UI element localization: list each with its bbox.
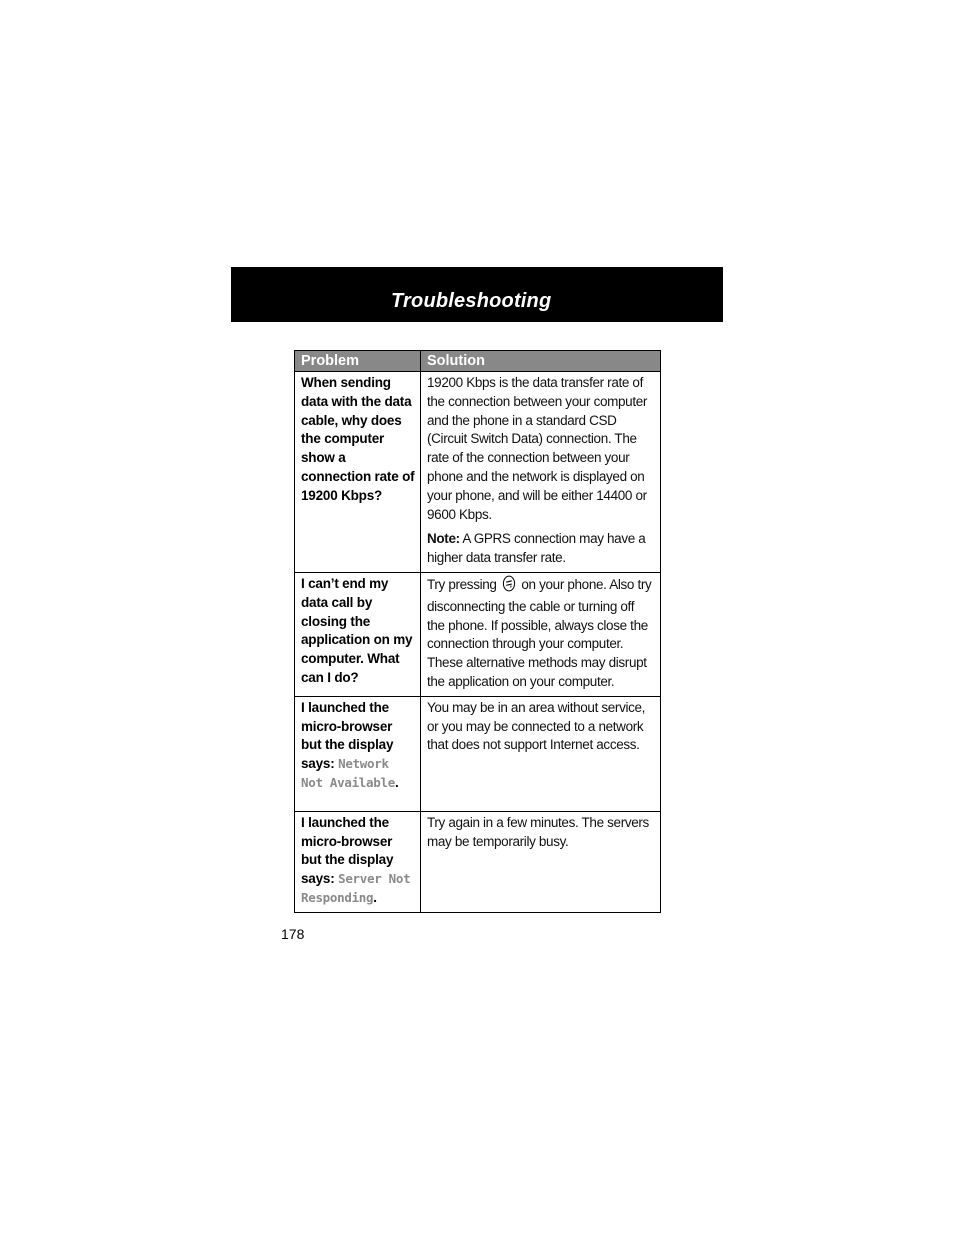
solution-text xyxy=(427,575,655,692)
problem-suffix: . xyxy=(394,774,399,790)
column-header-solution: Solution xyxy=(421,351,661,372)
section-banner xyxy=(231,267,723,322)
display-message: Server Not Responding xyxy=(301,871,411,905)
solution-cell: Try again in a few minutes. The servers may be temporarily busy. xyxy=(421,811,661,912)
troubleshooting-table xyxy=(294,350,661,913)
table-row xyxy=(295,372,661,573)
problem-cell xyxy=(295,696,421,811)
problem-cell: When sending data with the data cable, why does the computer show a connection rate of 19200 Kbps? xyxy=(295,372,421,573)
solution-note xyxy=(427,530,655,568)
table-row xyxy=(295,572,661,696)
problem-text: I launched the micro-browser but the display says: xyxy=(301,814,394,887)
display-message: Network Not Available xyxy=(301,756,395,790)
solution-cell xyxy=(421,372,661,573)
page-number: 178 xyxy=(281,926,305,942)
note-text: A GPRS connection may have a higher data transfer rate. xyxy=(427,531,646,566)
note-label: Note: xyxy=(427,531,460,547)
problem-cell: I can’t end my data call by closing the application on my computer. What can I do? xyxy=(295,572,421,696)
problem-suffix: . xyxy=(373,889,377,905)
solution-cell: You may be in an area without service, or you may be connected to a network that does not support Internet access. xyxy=(421,696,661,811)
end-key-icon xyxy=(502,575,516,598)
solution-text: 19200 Kbps is the data transfer rate of the connection between your computer and the phone in a standard CSD (Circuit Switch Data) connection. The rate of the connection between your phone and the network is displayed on your phone, and will be either 14400 or 9600 Kbps. xyxy=(427,375,648,522)
table-row xyxy=(295,696,661,811)
page-title: Troubleshooting xyxy=(391,290,552,312)
problem-text: I launched the micro-browser but the display says: xyxy=(301,699,394,772)
solution-text-part: Try pressing xyxy=(427,576,500,592)
table-row xyxy=(295,811,661,912)
problem-cell xyxy=(295,811,421,912)
solution-cell xyxy=(421,572,661,696)
column-header-problem: Problem xyxy=(295,351,421,372)
solution-text-part: on your phone. Also try disconnecting the cable or turning off the phone. If possible, always close the connection through your computer. These alternative methods may disrupt the application on your computer. xyxy=(427,576,652,689)
table-header-row xyxy=(295,351,661,372)
